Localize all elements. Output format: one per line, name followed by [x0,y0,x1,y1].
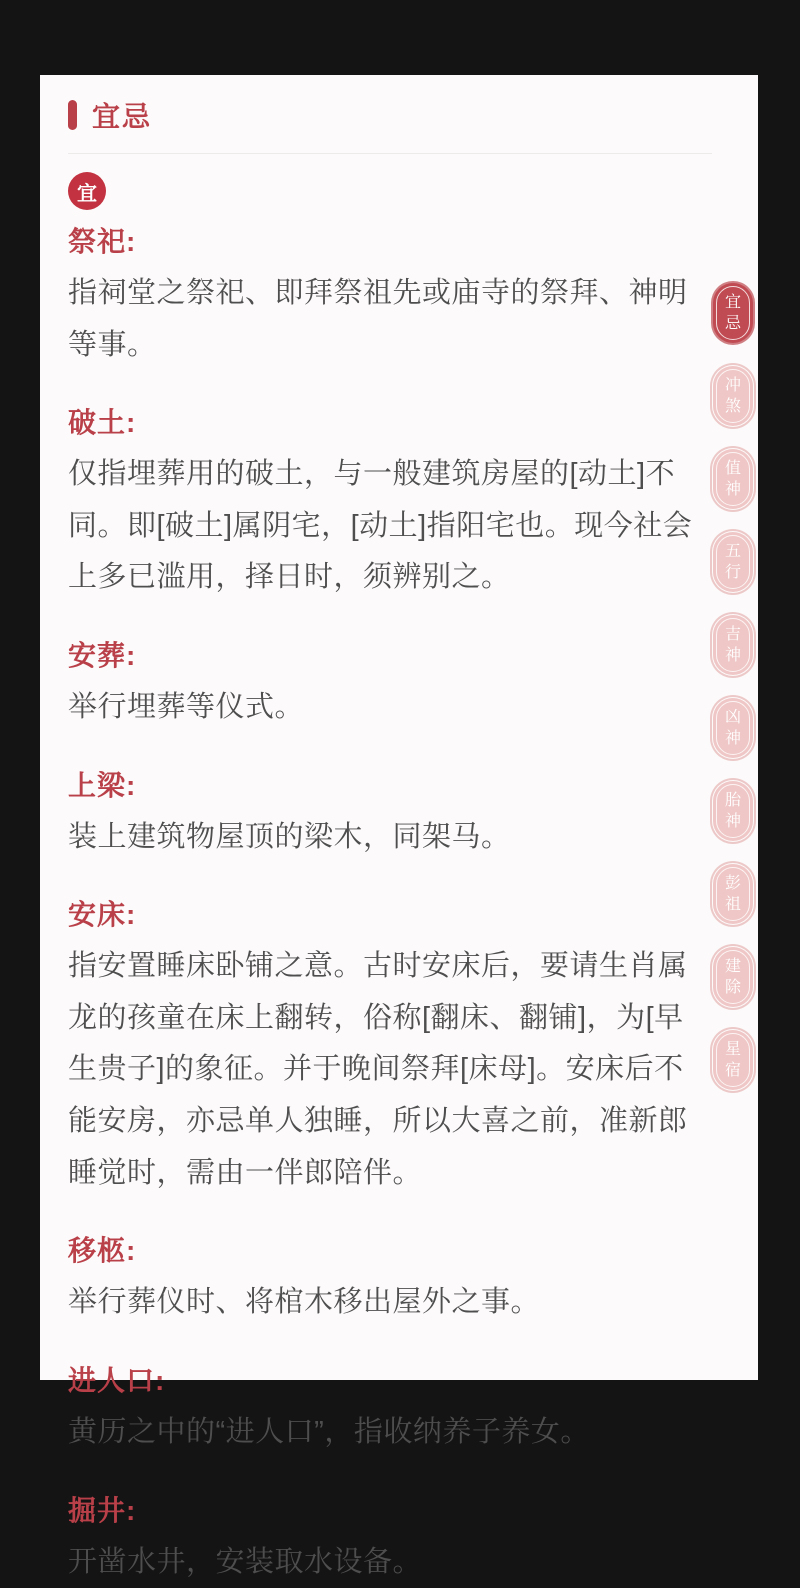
tab-char: 除 [724,978,741,996]
tab-char: 宿 [724,1061,741,1079]
entry-definition: 指祠堂之祭祀、即拜祭祖先或庙寺的祭拜、神明等事。 [68,277,688,361]
entry-definition: 举行葬仪时、将棺木移出屋外之事。 [68,1286,541,1319]
tab-char: 忌 [724,314,741,332]
tab-char: 五 [724,542,741,560]
tab-char: 彭 [724,874,741,892]
entry-definition: 举行埋葬等仪式。 [68,691,305,724]
tab-char: 祖 [724,895,741,913]
side-tab[interactable] [713,283,753,343]
entry-definition: 装上建筑物屋顶的梁木，同架马。 [68,820,511,853]
side-tab[interactable] [713,615,753,675]
entry [68,764,712,864]
tab-char: 凶 [724,708,741,726]
entry-term: 上梁: [68,769,137,801]
almanac-card [40,75,758,1578]
side-tab[interactable] [713,449,753,509]
entry-term: 进人口: [68,1364,166,1396]
tab-char: 吉 [724,625,741,643]
side-tab[interactable] [713,864,753,924]
entry-definition: 开凿水井，安装取水设备。 [68,1545,423,1578]
entry [68,220,712,371]
entry-term: 祭祀: [68,226,137,257]
tab-char: 神 [724,812,741,830]
tab-char: 值 [724,459,741,477]
entries-list [68,220,712,1588]
page-title: 宜忌 [92,101,153,132]
entry-term: 安床: [68,899,137,931]
tab-char: 胎 [724,791,741,809]
tab-char: 神 [724,646,741,664]
side-tab[interactable] [713,947,753,1007]
entry [68,1229,712,1329]
entry [68,401,712,604]
entry-term: 安葬: [68,640,137,672]
tab-char: 星 [724,1040,741,1058]
entry-definition: 指安置睡床卧铺之意。古时安床后，要请生肖属龙的孩童在床上翻转，俗称[翻床、翻铺]，为[早生贵子]的象征。并于晚间祭拜[床母]。安床后不能安房，亦忌单人独睡，所以大喜之前，准新郎睡觉时，需由一伴郎陪伴。 [68,950,688,1189]
side-tab[interactable] [713,698,753,758]
entry [68,1489,712,1588]
yi-badge: 宜 [68,172,106,210]
entry [68,1359,712,1459]
tab-char: 行 [724,563,741,581]
tab-char: 宜 [724,293,741,311]
section-header [68,95,712,135]
tab-char: 冲 [724,376,741,394]
side-tab[interactable] [713,1030,753,1090]
entry-term: 移柩: [68,1235,137,1267]
entry-definition: 黄历之中的“进人口”，指收纳养子养女。 [68,1415,590,1448]
tab-char: 神 [724,480,741,498]
header-accent-bar [68,100,77,130]
entry-term: 破土: [68,407,137,439]
tab-char: 煞 [724,397,741,415]
side-tab[interactable] [713,781,753,841]
header-divider [68,153,712,154]
tab-char: 神 [724,729,741,747]
side-tab-nav [713,283,753,1090]
entry [68,634,712,734]
entry-definition: 仅指埋葬用的破土，与一般建筑房屋的[动土]不同。即[破土]属阴宅，[动土]指阳宅也。现今社会上多已滥用，择日时，须辨别之。 [68,458,693,594]
side-tab[interactable] [713,366,753,426]
entry [68,893,712,1199]
side-tab[interactable] [713,532,753,592]
tab-char: 建 [724,957,741,975]
entry-term: 掘井: [68,1494,137,1526]
